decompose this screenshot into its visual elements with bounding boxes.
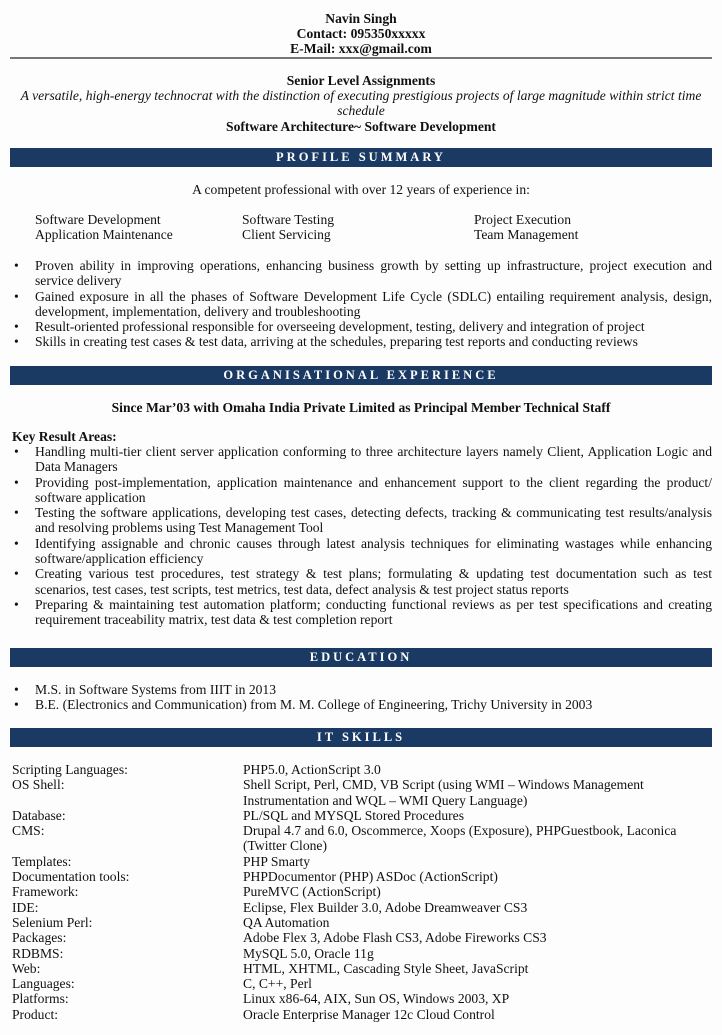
profile-bullets [10,258,712,350]
skill-label: Platforms: [12,991,69,1007]
skill-row [12,823,712,854]
header-divider [10,57,712,59]
skill-value: Drupal 4.7 and 6.0, Oscommerce, Xoops (Exposure), PHPGuestbook, Laconica (Twitter Clone) [243,823,677,854]
list-item: • Proven ability in improving operations, enhancing business growth by setting up infrastructure, project execution and service delivery [10,258,712,289]
contact-email: E-Mail: xxx@gmail.com [290,41,432,56]
expertise-item: Team Management [474,227,579,243]
skill-label: RDBMS: [12,945,64,961]
skill-row [12,884,712,899]
skill-value: PureMVC (ActionScript) [243,884,381,900]
expertise-item: Application Maintenance [35,227,173,243]
skill-label: Database: [12,807,66,823]
skill-row [12,915,712,930]
profile-lead: A competent professional with over 12 years of experience in: [192,182,530,197]
skill-label: Templates: [12,853,72,869]
skill-value: QA Automation [243,914,330,930]
expertise-item: Software Development [35,212,161,227]
list-item: • Result-oriented professional responsible for overseeing development, testing, delivery and integration of project [10,319,712,334]
experience-role: Since Mar’03 with Omaha India Private Limited as Principal Member Technical Staff [111,400,611,415]
skill-row [12,976,712,991]
intro-focus: Software Architecture~ Software Development [226,119,496,134]
skill-label: CMS: [12,823,45,839]
skill-label: Scripting Languages: [12,762,128,777]
skill-label: Web: [12,960,41,976]
section-header-experience: ORGANISATIONAL EXPERIENCE [10,366,712,385]
section-header-education: EDUCATION [10,648,712,667]
skill-value: Oracle Enterprise Manager 12c Cloud Control [243,1006,495,1022]
skill-row [12,869,712,884]
list-item: • Identifying assignable and chronic causes through latest analysis techniques for eliminating wastages while enhancing software/application efficiency [10,536,712,567]
kra-label: Key Result Areas: [12,429,117,444]
skill-value: Eclipse, Flex Builder 3.0, Adobe Dreamweaver CS3 [243,899,528,915]
skill-row [12,900,712,915]
intro-tagline: A versatile, high-energy technocrat with the distinction of executing prestigious projects of large magnitude within strict time schedule [20,88,702,119]
skill-label: Documentation tools: [12,869,130,885]
list-item: • B.E. (Electronics and Communication) from M. M. College of Engineering, Trichy University in 2003 [10,697,712,712]
list-item: • M.S. in Software Systems from IIIT in 2013 [10,682,712,697]
skill-value: MySQL 5.0, Oracle 11g [243,945,374,961]
skill-label: Framework: [12,884,79,900]
skill-value: PHP5.0, ActionScript 3.0 [243,762,381,777]
skill-label: Packages: [12,930,67,946]
list-item: • Testing the software applications, developing test cases, detecting defects, tracking & communicating test results/analysis and resolving problems using Test Management Tool [10,505,712,536]
skill-row [12,854,712,869]
skill-value: PHP Smarty [243,853,311,869]
skills-table [12,762,712,1022]
kra-bullets [10,444,712,628]
skill-value: Adobe Flex 3, Adobe Flash CS3, Adobe Fireworks CS3 [243,930,547,946]
skill-label: OS Shell: [12,777,65,793]
section-header-skills: IT SKILLS [10,728,712,747]
skill-value: Shell Script, Perl, CMD, VB Script (using WMI – Windows Management Instrumentation and WQL – WMI Query Language) [243,777,644,808]
skill-row [12,946,712,961]
expertise-item: Client Servicing [242,227,331,243]
list-item: • Providing post-implementation, application maintenance and enhancement support to the client regarding the product/ software application [10,475,712,506]
skill-value: C, C++, Perl [243,976,312,992]
candidate-name: Navin Singh [325,11,397,26]
skill-value: PHPDocumentor (PHP) ASDoc (ActionScript) [243,869,498,885]
list-item: • Gained exposure in all the phases of Software Development Life Cycle (SDLC) entailing requirement analysis, design, development, implementation, delivery and troubleshooting [10,289,712,320]
skill-row [12,961,712,976]
skill-label: Product: [12,1006,59,1022]
expertise-item: Software Testing [242,212,335,227]
contact-phone: Contact: 095350xxxxx [296,26,426,41]
skill-value: Linux x86-64, AIX, Sun OS, Windows 2003, XP [243,991,510,1007]
skill-label: Languages: [12,976,75,992]
section-header-profile: PROFILE SUMMARY [10,148,712,167]
skill-value: PL/SQL and MYSQL Stored Procedures [243,807,465,823]
skill-row [12,777,712,808]
expertise-grid [35,212,715,243]
skill-row [12,991,712,1006]
skill-row [12,762,712,777]
education-bullets [10,682,712,713]
skill-row [12,1007,712,1022]
list-item: • Preparing & maintaining test automation platform; conducting functional reviews as per test specifications and creating requirement traceability matrix, test data & test completion report [10,597,712,628]
skill-row [12,808,712,823]
skill-row [12,930,712,945]
list-item: • Handling multi-tier client server application conforming to three architecture layers namely Client, Application Logic and Data Managers [10,444,712,475]
skill-label: Selenium Perl: [12,914,93,930]
list-item: • Creating various test procedures, test strategy & test plans; formulating & updating test documentation such as test scenarios, test cases, test scripts, test metrics, test data, defect analysis & test project status reports [10,566,712,597]
intro-title: Senior Level Assignments [286,73,436,88]
skill-value: HTML, XHTML, Cascading Style Sheet, JavaScript [243,960,529,976]
skill-label: IDE: [12,899,39,915]
list-item: • Skills in creating test cases & test data, arriving at the schedules, preparing test reports and conducting reviews [10,334,712,349]
expertise-item: Project Execution [474,212,572,227]
